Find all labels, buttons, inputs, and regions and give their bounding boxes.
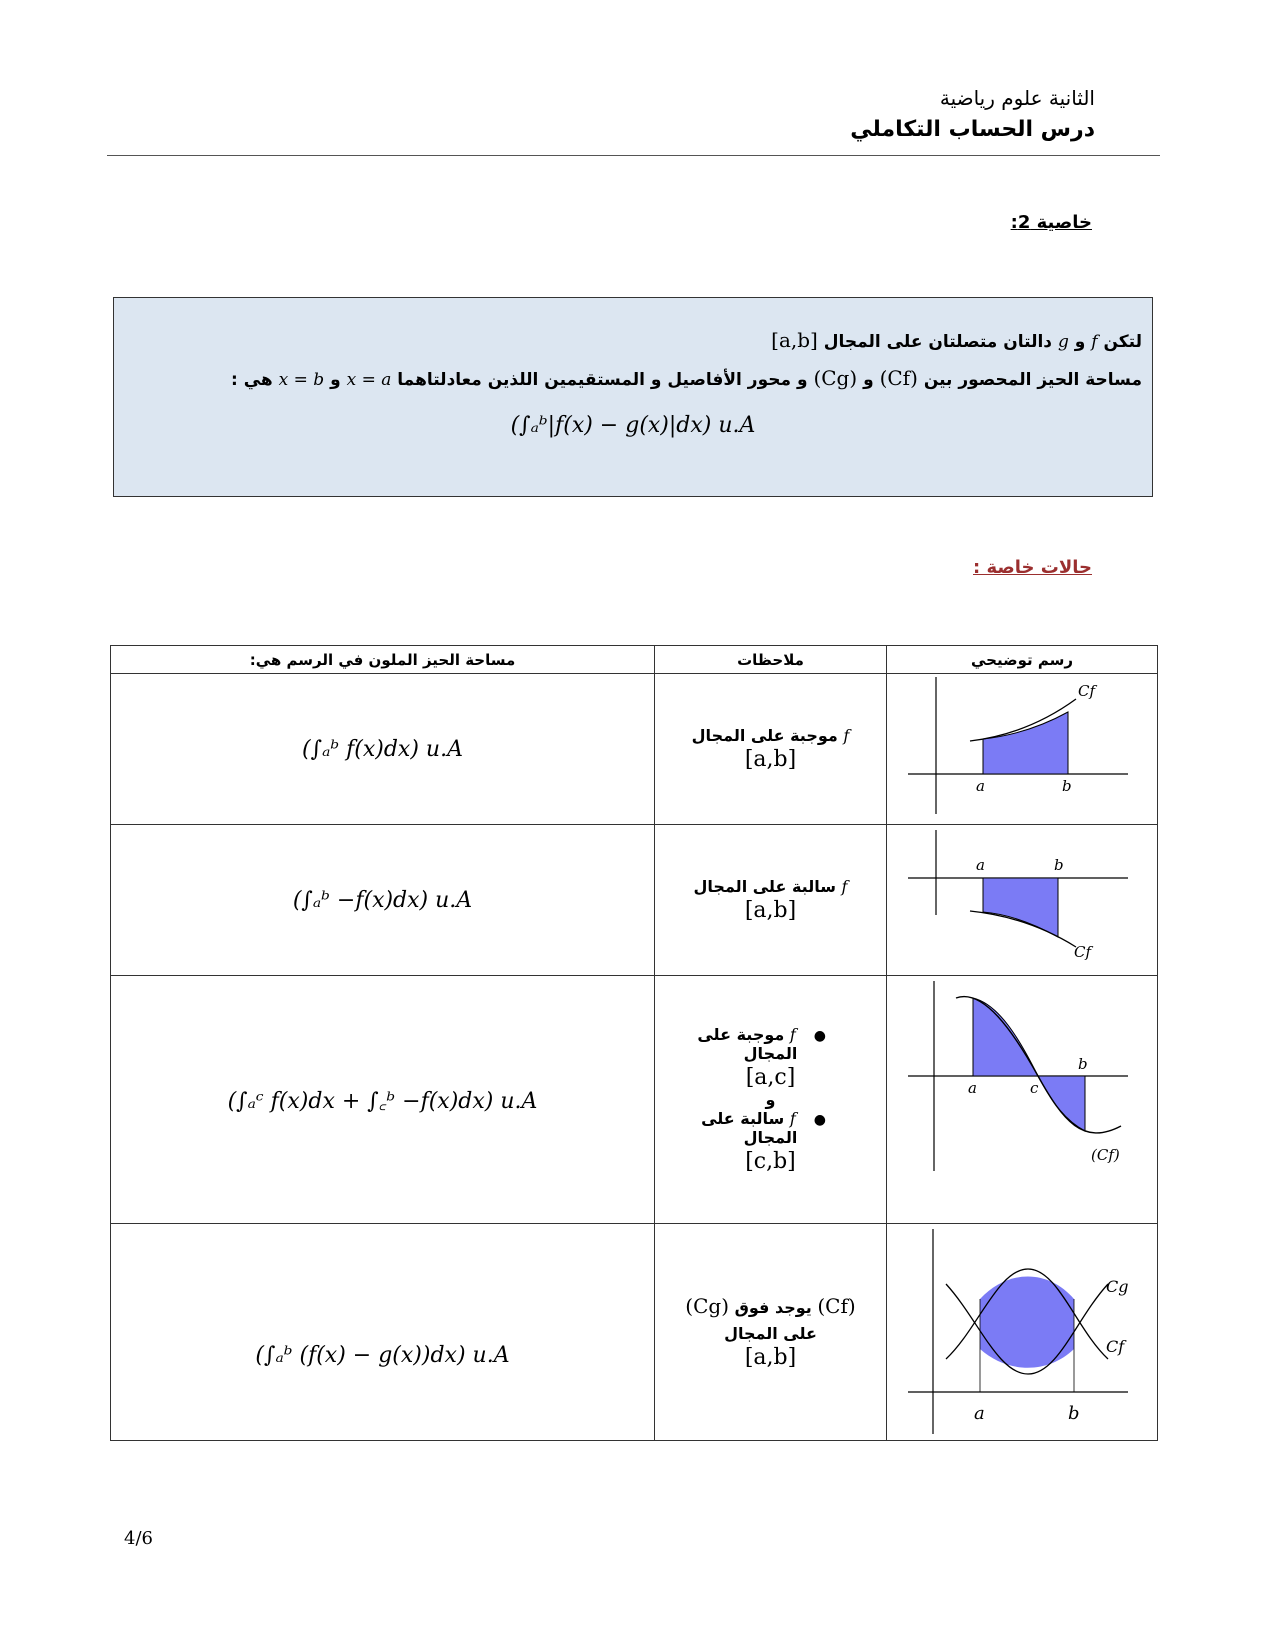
- area-formula: (∫ₐᶜ f(x)dx + ∫꜀ᵇ −f(x)dx) u.A: [111, 976, 655, 1224]
- label-a: a: [975, 856, 985, 874]
- special-cases-table: [110, 645, 1158, 1441]
- header-subject: الثانية علوم رياضية: [939, 86, 1095, 110]
- table-row: [111, 1224, 1158, 1441]
- area-formula: (∫ₐᵇ f(x)dx) u.A: [111, 674, 655, 825]
- table-row: [111, 976, 1158, 1224]
- note-cell: (Cf) يوجد فوق (Cg) على المجال [a,b]: [655, 1224, 887, 1441]
- note-cell: ●f موجبة على المجال [a,c] و ●f سالبة على المجال [c,b]: [655, 976, 887, 1224]
- property-box: [113, 297, 1153, 497]
- label-a: a: [975, 777, 985, 795]
- label-cg: Cg: [1105, 1277, 1128, 1296]
- property-line-2: مساحة الحيز المحصور بين (Cf) و (Cg) و محور الأفاصيل و المستقيمين اللذين معادلتاهما x = a و x = b هي :: [231, 366, 1142, 390]
- negative-area-graph: [888, 825, 1157, 971]
- label-cf: Cf: [1105, 1337, 1124, 1356]
- label-b: b: [1061, 777, 1072, 795]
- sign-change-graph: [888, 976, 1157, 1219]
- label-cf: Cf: [1077, 682, 1095, 700]
- figure-cell: [887, 674, 1158, 825]
- label-c: c: [1029, 1079, 1038, 1097]
- area-formula: (∫ₐᵇ −f(x)dx) u.A: [111, 825, 655, 976]
- property-title: خاصية 2:: [1010, 212, 1092, 233]
- between-curves-graph: [888, 1224, 1157, 1436]
- header-divider: [107, 155, 1160, 156]
- property-formula: (∫ₐᵇ|f(x) − g(x)|dx) u.A: [510, 413, 756, 438]
- label-b: b: [1067, 1403, 1080, 1424]
- header-lesson-title: درس الحساب التكاملي: [850, 117, 1095, 142]
- header-notes: ملاحظات: [655, 646, 887, 674]
- figure-cell: [887, 825, 1158, 976]
- label-a: a: [967, 1079, 977, 1097]
- table-row: [111, 825, 1158, 976]
- area-formula: (∫ₐᵇ (f(x) − g(x))dx) u.A: [111, 1224, 655, 1441]
- header-area: مساحة الحيز الملون في الرسم هي:: [111, 646, 655, 674]
- note-cell: f موجبة على المجال [a,b]: [655, 674, 887, 825]
- page-number: 4/6: [124, 1528, 153, 1549]
- label-a: a: [973, 1403, 985, 1424]
- header-figure: رسم توضيحي: [887, 646, 1158, 674]
- label-cf: Cf: [1073, 943, 1091, 961]
- figure-cell: [887, 976, 1158, 1224]
- special-cases-title: حالات خاصة :: [973, 557, 1092, 578]
- note-cell: f سالبة على المجال [a,b]: [655, 825, 887, 976]
- table-row: [111, 674, 1158, 825]
- label-cf: (Cf): [1090, 1146, 1120, 1164]
- label-b: b: [1053, 856, 1064, 874]
- figure-cell: [887, 1224, 1158, 1441]
- table-header-row: [111, 646, 1158, 674]
- positive-area-graph: [888, 674, 1157, 820]
- label-b: b: [1077, 1055, 1088, 1073]
- property-line-1: لتكن f و g دالتان متصلتان على المجال [a,b]: [771, 328, 1142, 352]
